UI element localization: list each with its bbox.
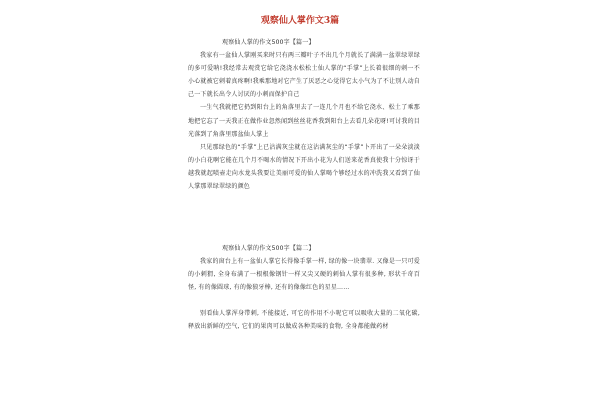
section-2 — [188, 242, 420, 334]
paragraph: 别看仙人掌浑身带刺, 不能接近, 可它的作用不小呢它可以吸收大量的二氧化碳, 释放出新鲜的空气, 它们的果肉可以做成各种美味的食物, 全身都能做药材 — [188, 310, 420, 331]
section-1 — [188, 36, 420, 193]
paragraph: 一生气我就把它扔到阳台上的角落里去了一连几个月也不给它浇水、松土了乘那地把它忘了一天我正在做作业忽然闻到丝丝花香我到阳台上去看几朵花呀!可讨我的目光落到了角落里那盆仙人掌上 — [188, 104, 421, 138]
paragraph: 我家有一盆仙人掌刚买来时只有两三瓣叶子不出几个月就长了满满一盆翠绿翠绿的多可爱呐!我经常去观赏它给它浇浇水松松土仙人掌的“手掌”上长着很细的刺一不小心就被它刺着真疼啊!我乘那地对它产生了厌恶之心觉得它太小气为了不让别人动自己一下就长出令人讨厌的小刺而保护自己 — [188, 52, 421, 99]
section-heading: 观察仙人掌的作文500字【篇一】 — [222, 39, 315, 46]
paragraph: 只见那绿色的“手掌”上已沾满灰尘就在这沾满灰尘的“手掌”卜开出了一朵朵淡淡的小白花啊它能在几个月不喝水的情况下开出小花为人们送来花香真使我十分惊讶于越我就起喷壶走向水龙头我要让美丽可爱的仙人掌喝个够经过水的冲洗我又看到了仙人掌那翠绿翠绿的颜色 — [188, 143, 420, 191]
document-title: 观察仙人掌作文3篇 — [260, 16, 340, 26]
section-heading: 观察仙人掌的作文500字【篇二】 — [222, 245, 315, 252]
paragraph-spacer — [188, 294, 420, 307]
paragraph: 我家的窗台上有一盆仙人掌它长得像手掌一样, 绿的像一块翡翠. 又像是一只可爱的小刺猬, 全身布满了一根根像钢针一样又尖又硬的刺仙人掌有很多种, 形状千奇百怪, 有的像圆球, 有的像狼牙棒, 还有的像像红色的星星…… — [188, 258, 420, 292]
